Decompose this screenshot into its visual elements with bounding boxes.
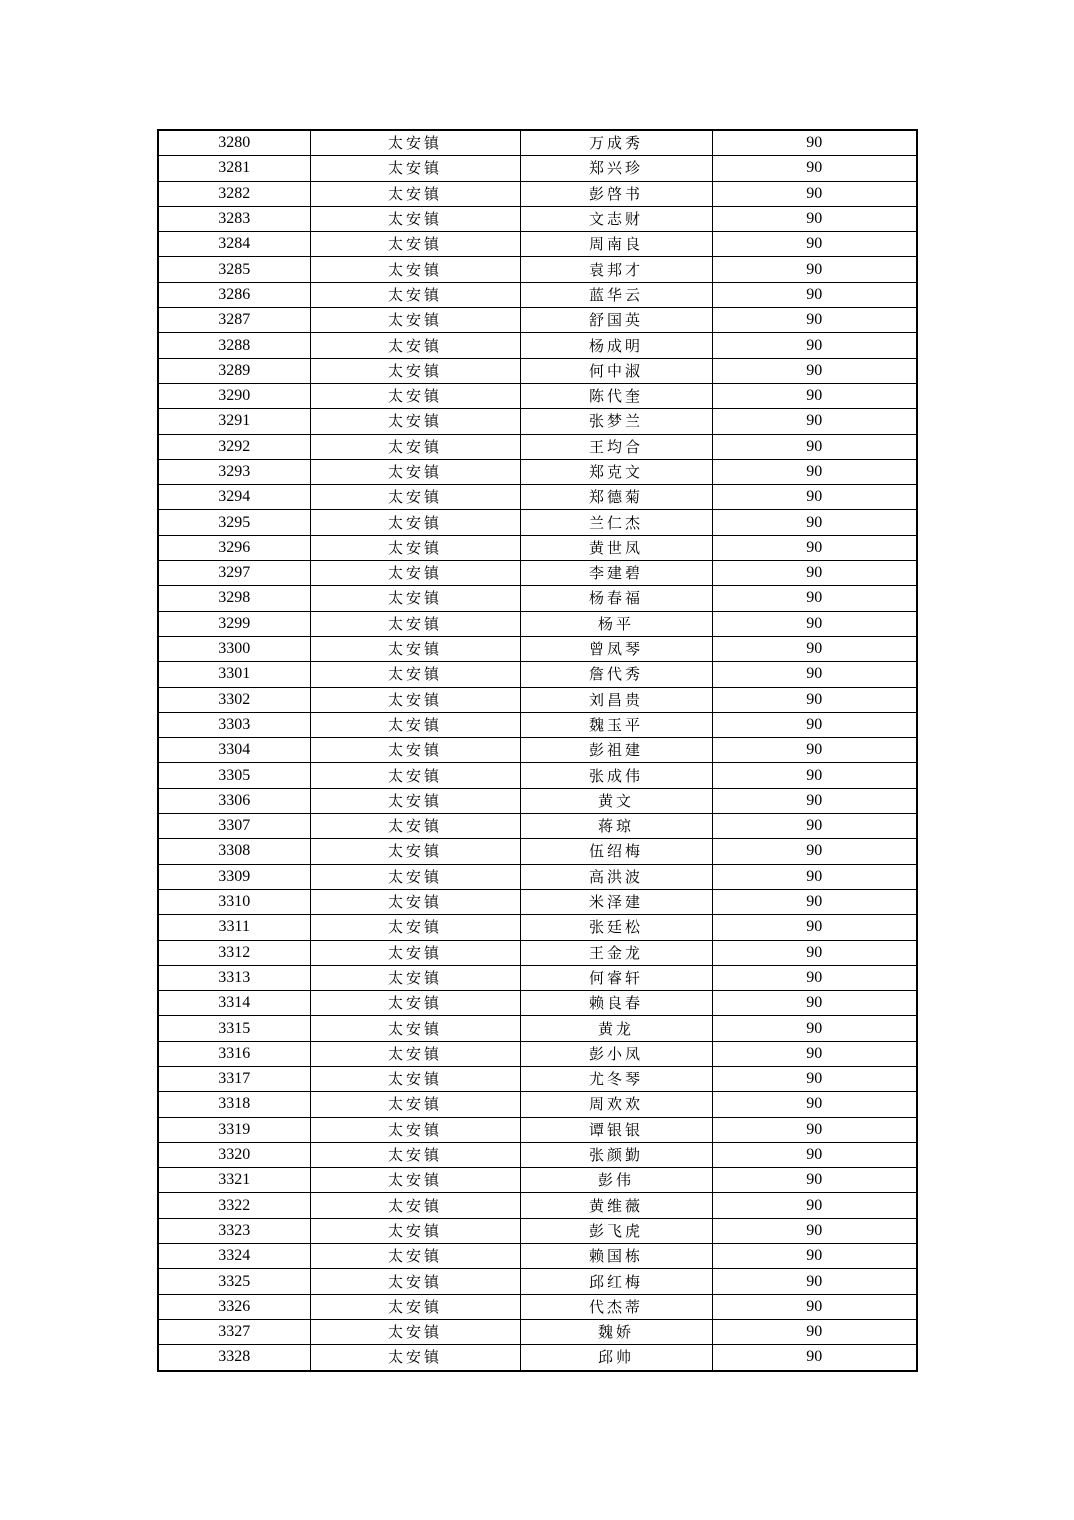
town-cell: 太安镇 [310, 1294, 520, 1319]
person-name-cell: 周南良 [520, 232, 712, 257]
town-cell: 太安镇 [310, 586, 520, 611]
score-cell: 90 [712, 434, 917, 459]
table-row [158, 1041, 917, 1066]
town-cell: 太安镇 [310, 1142, 520, 1167]
town-cell: 太安镇 [310, 1066, 520, 1091]
score-cell: 90 [712, 206, 917, 231]
score-cell: 90 [712, 636, 917, 661]
score-cell: 90 [712, 915, 917, 940]
score-cell: 90 [712, 1269, 917, 1294]
score-cell: 90 [712, 308, 917, 333]
town-cell: 太安镇 [310, 788, 520, 813]
table-row [158, 206, 917, 231]
town-cell: 太安镇 [310, 561, 520, 586]
row-number-cell: 3307 [158, 814, 310, 839]
row-number-cell: 3305 [158, 763, 310, 788]
person-name-cell: 何中淑 [520, 358, 712, 383]
person-name-cell: 彭小凤 [520, 1041, 712, 1066]
table-row [158, 712, 917, 737]
score-cell: 90 [712, 662, 917, 687]
person-name-cell: 张梦兰 [520, 409, 712, 434]
town-cell: 太安镇 [310, 535, 520, 560]
score-cell: 90 [712, 889, 917, 914]
score-cell: 90 [712, 763, 917, 788]
person-name-cell: 张颜勤 [520, 1142, 712, 1167]
person-name-cell: 舒国英 [520, 308, 712, 333]
person-name-cell: 张廷松 [520, 915, 712, 940]
person-name-cell: 文志财 [520, 206, 712, 231]
person-name-cell: 黄龙 [520, 1016, 712, 1041]
town-cell: 太安镇 [310, 839, 520, 864]
table-row [158, 915, 917, 940]
row-number-cell: 3288 [158, 333, 310, 358]
row-number-cell: 3325 [158, 1269, 310, 1294]
row-number-cell: 3298 [158, 586, 310, 611]
score-cell: 90 [712, 1066, 917, 1091]
person-name-cell: 彭飞虎 [520, 1218, 712, 1243]
person-name-cell: 蓝华云 [520, 282, 712, 307]
person-name-cell: 杨成明 [520, 333, 712, 358]
table-row [158, 991, 917, 1016]
person-name-cell: 魏娇 [520, 1319, 712, 1344]
town-cell: 太安镇 [310, 1168, 520, 1193]
person-name-cell: 魏玉平 [520, 712, 712, 737]
score-cell: 90 [712, 459, 917, 484]
town-cell: 太安镇 [310, 1041, 520, 1066]
person-name-cell: 黄文 [520, 788, 712, 813]
table-row [158, 788, 917, 813]
town-cell: 太安镇 [310, 1117, 520, 1142]
table-row [158, 839, 917, 864]
person-name-cell: 刘昌贵 [520, 687, 712, 712]
person-name-cell: 王金龙 [520, 940, 712, 965]
score-cell: 90 [712, 712, 917, 737]
score-cell: 90 [712, 510, 917, 535]
town-cell: 太安镇 [310, 763, 520, 788]
row-number-cell: 3312 [158, 940, 310, 965]
table-row [158, 1218, 917, 1243]
row-number-cell: 3326 [158, 1294, 310, 1319]
score-cell: 90 [712, 687, 917, 712]
score-cell: 90 [712, 485, 917, 510]
town-cell: 太安镇 [310, 1244, 520, 1269]
row-number-cell: 3327 [158, 1319, 310, 1344]
table-row [158, 636, 917, 661]
row-number-cell: 3316 [158, 1041, 310, 1066]
town-cell: 太安镇 [310, 232, 520, 257]
town-cell: 太安镇 [310, 485, 520, 510]
row-number-cell: 3306 [158, 788, 310, 813]
town-cell: 太安镇 [310, 206, 520, 231]
row-number-cell: 3310 [158, 889, 310, 914]
row-number-cell: 3280 [158, 130, 310, 156]
score-cell: 90 [712, 1319, 917, 1344]
table-row [158, 1117, 917, 1142]
row-number-cell: 3295 [158, 510, 310, 535]
person-name-cell: 张成伟 [520, 763, 712, 788]
table-row [158, 308, 917, 333]
town-cell: 太安镇 [310, 915, 520, 940]
row-number-cell: 3292 [158, 434, 310, 459]
town-cell: 太安镇 [310, 156, 520, 181]
score-cell: 90 [712, 738, 917, 763]
person-name-cell: 黄世凤 [520, 535, 712, 560]
table-row [158, 738, 917, 763]
table-row [158, 1016, 917, 1041]
table-row [158, 1294, 917, 1319]
town-cell: 太安镇 [310, 636, 520, 661]
score-cell: 90 [712, 1092, 917, 1117]
table-row [158, 611, 917, 636]
table-row [158, 1269, 917, 1294]
score-cell: 90 [712, 1117, 917, 1142]
row-number-cell: 3311 [158, 915, 310, 940]
person-name-cell: 杨平 [520, 611, 712, 636]
row-number-cell: 3321 [158, 1168, 310, 1193]
person-name-cell: 代杰蒂 [520, 1294, 712, 1319]
score-cell: 90 [712, 814, 917, 839]
table-row [158, 1168, 917, 1193]
table-row [158, 257, 917, 282]
score-cell: 90 [712, 1294, 917, 1319]
score-cell: 90 [712, 383, 917, 408]
table-row [158, 586, 917, 611]
town-cell: 太安镇 [310, 611, 520, 636]
town-cell: 太安镇 [310, 181, 520, 206]
town-cell: 太安镇 [310, 383, 520, 408]
person-name-cell: 黄维薇 [520, 1193, 712, 1218]
table-row [158, 333, 917, 358]
person-name-cell: 李建碧 [520, 561, 712, 586]
person-name-cell: 尤冬琴 [520, 1066, 712, 1091]
score-cell: 90 [712, 1142, 917, 1167]
table-row [158, 561, 917, 586]
person-name-cell: 郑德菊 [520, 485, 712, 510]
town-cell: 太安镇 [310, 510, 520, 535]
row-number-cell: 3309 [158, 864, 310, 889]
person-name-cell: 曾凤琴 [520, 636, 712, 661]
town-cell: 太安镇 [310, 409, 520, 434]
table-row [158, 130, 917, 156]
town-cell: 太安镇 [310, 1218, 520, 1243]
town-cell: 太安镇 [310, 333, 520, 358]
score-cell: 90 [712, 181, 917, 206]
score-cell: 90 [712, 232, 917, 257]
table-row [158, 459, 917, 484]
table-row [158, 434, 917, 459]
row-number-cell: 3322 [158, 1193, 310, 1218]
table-row [158, 409, 917, 434]
score-cell: 90 [712, 561, 917, 586]
person-name-cell: 谭银银 [520, 1117, 712, 1142]
score-cell: 90 [712, 257, 917, 282]
table-row [158, 156, 917, 181]
row-number-cell: 3289 [158, 358, 310, 383]
row-number-cell: 3319 [158, 1117, 310, 1142]
row-number-cell: 3313 [158, 965, 310, 990]
town-cell: 太安镇 [310, 459, 520, 484]
table-row [158, 1092, 917, 1117]
town-cell: 太安镇 [310, 965, 520, 990]
score-cell: 90 [712, 1041, 917, 1066]
person-name-cell: 杨春福 [520, 586, 712, 611]
person-name-cell: 郑克文 [520, 459, 712, 484]
row-number-cell: 3308 [158, 839, 310, 864]
town-cell: 太安镇 [310, 434, 520, 459]
table-row [158, 232, 917, 257]
row-number-cell: 3299 [158, 611, 310, 636]
person-name-cell: 何睿轩 [520, 965, 712, 990]
town-cell: 太安镇 [310, 308, 520, 333]
score-cell: 90 [712, 282, 917, 307]
row-number-cell: 3303 [158, 712, 310, 737]
town-cell: 太安镇 [310, 662, 520, 687]
row-number-cell: 3302 [158, 687, 310, 712]
score-cell: 90 [712, 1193, 917, 1218]
row-number-cell: 3318 [158, 1092, 310, 1117]
town-cell: 太安镇 [310, 1345, 520, 1371]
row-number-cell: 3281 [158, 156, 310, 181]
town-cell: 太安镇 [310, 889, 520, 914]
score-cell: 90 [712, 409, 917, 434]
person-name-cell: 赖良春 [520, 991, 712, 1016]
person-name-cell: 袁邦才 [520, 257, 712, 282]
score-cell: 90 [712, 1345, 917, 1371]
table-row [158, 1345, 917, 1371]
row-number-cell: 3293 [158, 459, 310, 484]
person-name-cell: 郑兴珍 [520, 156, 712, 181]
table-row [158, 1066, 917, 1091]
person-name-cell: 伍绍梅 [520, 839, 712, 864]
table-row [158, 889, 917, 914]
person-name-cell: 邱红梅 [520, 1269, 712, 1294]
person-name-cell: 彭啓书 [520, 181, 712, 206]
town-cell: 太安镇 [310, 1193, 520, 1218]
table-row [158, 814, 917, 839]
town-cell: 太安镇 [310, 687, 520, 712]
town-cell: 太安镇 [310, 257, 520, 282]
town-cell: 太安镇 [310, 738, 520, 763]
score-cell: 90 [712, 535, 917, 560]
table-row [158, 383, 917, 408]
table-row [158, 282, 917, 307]
person-name-cell: 赖国栋 [520, 1244, 712, 1269]
town-cell: 太安镇 [310, 358, 520, 383]
town-cell: 太安镇 [310, 864, 520, 889]
row-number-cell: 3314 [158, 991, 310, 1016]
score-cell: 90 [712, 1168, 917, 1193]
town-cell: 太安镇 [310, 1016, 520, 1041]
score-cell: 90 [712, 965, 917, 990]
score-cell: 90 [712, 130, 917, 156]
town-cell: 太安镇 [310, 1092, 520, 1117]
row-number-cell: 3282 [158, 181, 310, 206]
person-name-cell: 邱帅 [520, 1345, 712, 1371]
table-row [158, 181, 917, 206]
table-row [158, 687, 917, 712]
person-name-cell: 兰仁杰 [520, 510, 712, 535]
row-number-cell: 3328 [158, 1345, 310, 1371]
person-name-cell: 高洪波 [520, 864, 712, 889]
table-row [158, 864, 917, 889]
score-cell: 90 [712, 333, 917, 358]
score-cell: 90 [712, 940, 917, 965]
table-row [158, 1193, 917, 1218]
row-number-cell: 3283 [158, 206, 310, 231]
row-number-cell: 3290 [158, 383, 310, 408]
score-cell: 90 [712, 864, 917, 889]
table-row [158, 940, 917, 965]
roster-table [157, 129, 918, 1372]
row-number-cell: 3317 [158, 1066, 310, 1091]
table-row [158, 763, 917, 788]
score-cell: 90 [712, 1218, 917, 1243]
row-number-cell: 3301 [158, 662, 310, 687]
row-number-cell: 3324 [158, 1244, 310, 1269]
score-cell: 90 [712, 1016, 917, 1041]
town-cell: 太安镇 [310, 940, 520, 965]
person-name-cell: 彭祖建 [520, 738, 712, 763]
person-name-cell: 周欢欢 [520, 1092, 712, 1117]
table-row [158, 1142, 917, 1167]
town-cell: 太安镇 [310, 712, 520, 737]
table-row [158, 1319, 917, 1344]
score-cell: 90 [712, 358, 917, 383]
person-name-cell: 王均合 [520, 434, 712, 459]
person-name-cell: 蒋琼 [520, 814, 712, 839]
row-number-cell: 3300 [158, 636, 310, 661]
table-row [158, 510, 917, 535]
score-cell: 90 [712, 156, 917, 181]
table-row [158, 1244, 917, 1269]
person-name-cell: 万成秀 [520, 130, 712, 156]
row-number-cell: 3297 [158, 561, 310, 586]
town-cell: 太安镇 [310, 991, 520, 1016]
table-row [158, 662, 917, 687]
row-number-cell: 3315 [158, 1016, 310, 1041]
score-cell: 90 [712, 1244, 917, 1269]
score-cell: 90 [712, 611, 917, 636]
person-name-cell: 詹代秀 [520, 662, 712, 687]
row-number-cell: 3294 [158, 485, 310, 510]
town-cell: 太安镇 [310, 130, 520, 156]
score-cell: 90 [712, 839, 917, 864]
score-cell: 90 [712, 586, 917, 611]
town-cell: 太安镇 [310, 1269, 520, 1294]
row-number-cell: 3284 [158, 232, 310, 257]
row-number-cell: 3287 [158, 308, 310, 333]
roster-table-body [158, 130, 917, 1371]
table-row [158, 965, 917, 990]
row-number-cell: 3296 [158, 535, 310, 560]
score-cell: 90 [712, 991, 917, 1016]
town-cell: 太安镇 [310, 1319, 520, 1344]
score-cell: 90 [712, 788, 917, 813]
table-row [158, 485, 917, 510]
row-number-cell: 3291 [158, 409, 310, 434]
town-cell: 太安镇 [310, 814, 520, 839]
row-number-cell: 3286 [158, 282, 310, 307]
person-name-cell: 陈代奎 [520, 383, 712, 408]
person-name-cell: 米泽建 [520, 889, 712, 914]
table-row [158, 358, 917, 383]
town-cell: 太安镇 [310, 282, 520, 307]
table-row [158, 535, 917, 560]
row-number-cell: 3323 [158, 1218, 310, 1243]
row-number-cell: 3304 [158, 738, 310, 763]
row-number-cell: 3285 [158, 257, 310, 282]
row-number-cell: 3320 [158, 1142, 310, 1167]
person-name-cell: 彭伟 [520, 1168, 712, 1193]
